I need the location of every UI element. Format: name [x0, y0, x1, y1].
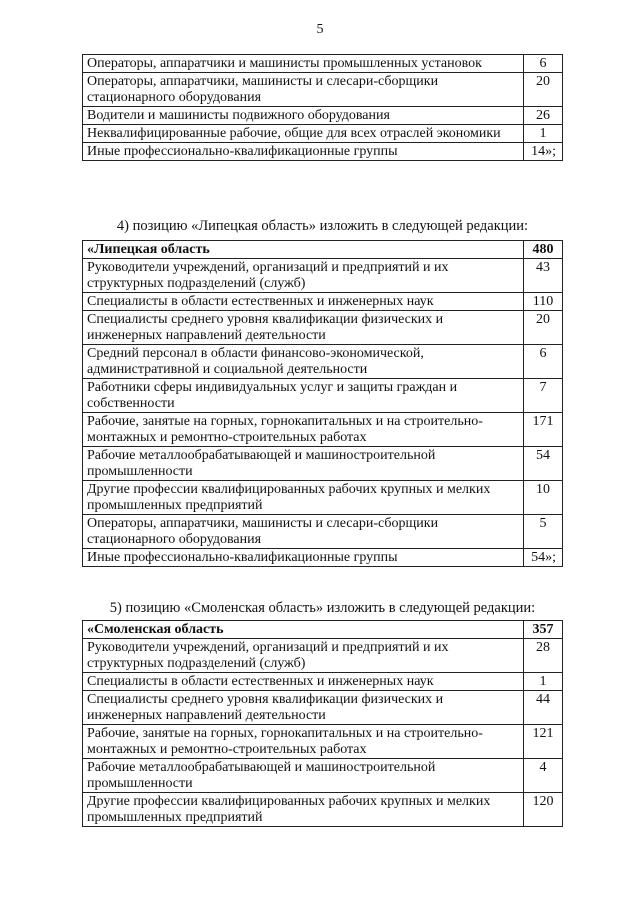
count-cell: 1 [524, 673, 563, 691]
occupation-group-cell: Операторы, аппаратчики, машинисты и слесари-сборщики стационарного оборудования [83, 73, 524, 107]
table-row [83, 125, 563, 143]
count-cell: 44 [524, 691, 563, 725]
count-cell: 10 [524, 481, 563, 515]
occupation-group-cell: Рабочие металлообрабатывающей и машиностроительной промышленности [83, 759, 524, 793]
occupation-group-cell: Операторы, аппаратчики, машинисты и слесари-сборщики стационарного оборудования [83, 515, 524, 549]
occupation-group-cell: Операторы, аппаратчики и машинисты промышленных установок [83, 55, 524, 73]
count-cell: 6 [524, 345, 563, 379]
lipetsk-region-table-body [83, 241, 563, 567]
count-cell: 5 [524, 515, 563, 549]
occupation-group-cell: Иные профессионально-квалификационные группы [83, 143, 524, 161]
table-row [83, 379, 563, 413]
count-cell: 171 [524, 413, 563, 447]
occupation-group-cell: Рабочие металлообрабатывающей и машиностроительной промышленности [83, 447, 524, 481]
occupation-group-cell: Рабочие, занятые на горных, горнокапитальных и на строительно-монтажных и ремонтно-строительных работах [83, 725, 524, 759]
page-number: 5 [316, 22, 324, 37]
region-name-cell: «Смоленская область [83, 621, 524, 639]
occupation-group-cell: Специалисты в области естественных и инженерных наук [83, 293, 524, 311]
smolensk-region-table [82, 620, 563, 827]
occupation-group-cell: Работники сферы индивидуальных услуг и защиты граждан и собственности [83, 379, 524, 413]
table-row [83, 639, 563, 673]
region-total-cell: 357 [524, 621, 563, 639]
region-total-cell: 480 [524, 241, 563, 259]
count-cell: 28 [524, 639, 563, 673]
count-cell: 26 [524, 107, 563, 125]
table-row [83, 311, 563, 345]
table-row [83, 447, 563, 481]
count-cell: 54 [524, 447, 563, 481]
table-row [83, 143, 563, 161]
occupation-group-cell: Другие профессии квалифицированных рабочих крупных и мелких промышленных предприятий [83, 481, 524, 515]
paragraph-item-5: 5) позицию «Смоленская область» изложить в следующей редакции: [109, 600, 536, 616]
count-cell: 43 [524, 259, 563, 293]
table-row [83, 413, 563, 447]
occupation-group-cell: Рабочие, занятые на горных, горнокапитальных и на строительно-монтажных и ремонтно-строительных работах [83, 413, 524, 447]
table-row [83, 55, 563, 73]
lipetsk-region-table [82, 240, 563, 567]
occupation-group-cell: Средний персонал в области финансово-экономической, административной и социальной деятельности [83, 345, 524, 379]
occupation-group-cell: Специалисты в области естественных и инженерных наук [83, 673, 524, 691]
region-name-cell: «Липецкая область [83, 241, 524, 259]
count-cell: 121 [524, 725, 563, 759]
region-header-row [83, 621, 563, 639]
table-row [83, 759, 563, 793]
table-row [83, 673, 563, 691]
count-cell: 1 [524, 125, 563, 143]
occupation-group-cell: Водители и машинисты подвижного оборудования [83, 107, 524, 125]
count-cell: 110 [524, 293, 563, 311]
occupation-group-cell: Другие профессии квалифицированных рабочих крупных и мелких промышленных предприятий [83, 793, 524, 827]
occupation-group-cell: Неквалифицированные рабочие, общие для всех отраслей экономики [83, 125, 524, 143]
count-cell: 54»; [524, 549, 563, 567]
paragraph-item-4: 4) позицию «Липецкая область» изложить в следующей редакции: [116, 218, 529, 234]
table-row [83, 691, 563, 725]
table-row [83, 725, 563, 759]
count-cell: 6 [524, 55, 563, 73]
count-cell: 4 [524, 759, 563, 793]
occupation-group-cell: Иные профессионально-квалификационные группы [83, 549, 524, 567]
table-row [83, 549, 563, 567]
occupation-group-cell: Специалисты среднего уровня квалификации физических и инженерных направлений деятельности [83, 311, 524, 345]
smolensk-region-table-body [83, 621, 563, 827]
count-cell: 120 [524, 793, 563, 827]
table-row [83, 107, 563, 125]
table-row [83, 259, 563, 293]
occupation-group-cell: Руководители учреждений, организаций и предприятий и их структурных подразделений (служб) [83, 639, 524, 673]
region-header-row [83, 241, 563, 259]
table-row [83, 481, 563, 515]
table-row [83, 345, 563, 379]
table-row [83, 73, 563, 107]
table-row [83, 793, 563, 827]
occupation-table-top [82, 54, 563, 161]
table-row [83, 293, 563, 311]
count-cell: 14»; [524, 143, 563, 161]
table-row [83, 515, 563, 549]
occupation-group-cell: Руководители учреждений, организаций и предприятий и их структурных подразделений (служб) [83, 259, 524, 293]
count-cell: 20 [524, 311, 563, 345]
occupation-table-top-body [83, 55, 563, 161]
count-cell: 7 [524, 379, 563, 413]
count-cell: 20 [524, 73, 563, 107]
occupation-group-cell: Специалисты среднего уровня квалификации физических и инженерных направлений деятельности [83, 691, 524, 725]
